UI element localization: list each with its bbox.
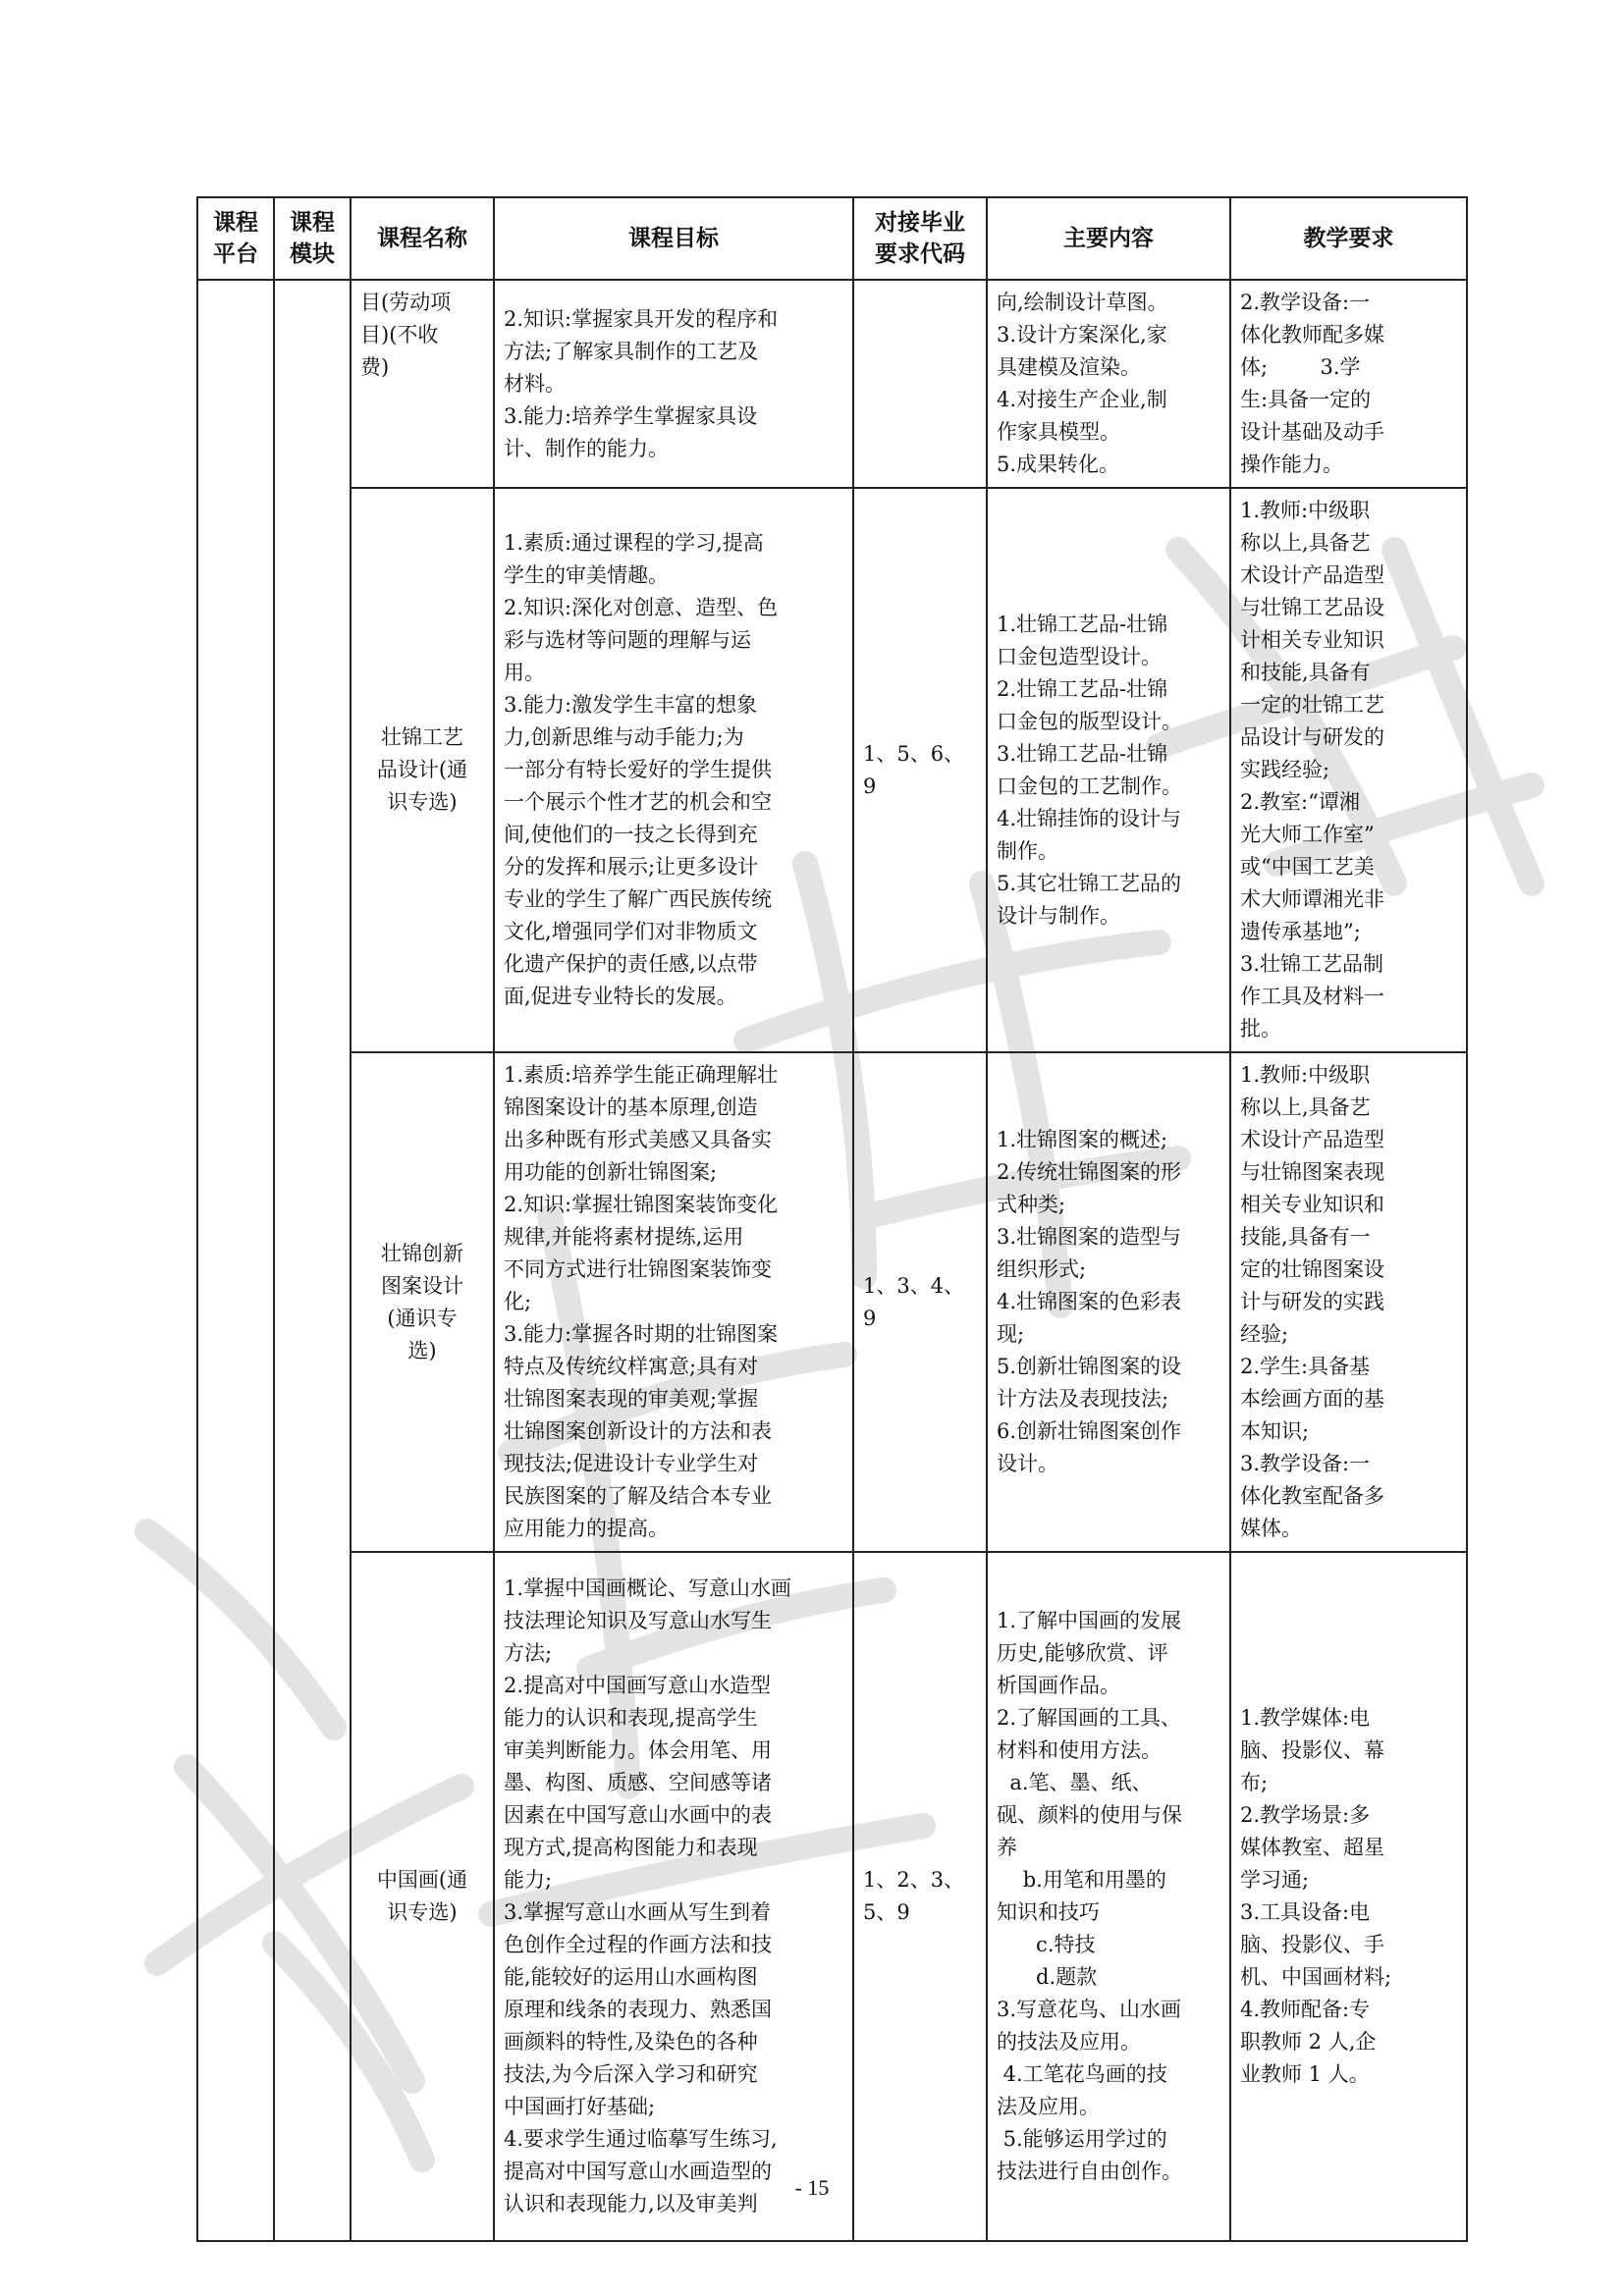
text-line: 6.创新壮锦图案创作 [997, 1419, 1182, 1443]
text-line: 2.传统壮锦图案的形 [997, 1160, 1182, 1184]
main-content [987, 1552, 1230, 2241]
text-line: 1.素质:通过课程的学习,提高 [504, 531, 764, 555]
text-line: 特点及传统纹样寓意;具有对 [504, 1355, 759, 1378]
course-name: 中国画(通 识专选) [351, 1552, 494, 2241]
text-line: 学生的审美情趣。 [504, 563, 669, 587]
text-line: 4.壮锦图案的色彩表 [997, 1290, 1182, 1313]
text-line: 2.教学设备:一 [1240, 291, 1371, 314]
table-row [197, 1052, 1467, 1552]
header-course-goals: 课程目标 [494, 197, 853, 280]
text-line: 布; [1240, 1771, 1269, 1794]
text-line: 中国画打好基础; [504, 2095, 656, 2118]
text-line: 2.知识:掌握壮锦图案装饰变化 [504, 1193, 779, 1216]
text-line: 脑、投影仪、幕 [1240, 1738, 1384, 1762]
header-main-content: 主要内容 [987, 197, 1230, 280]
text-line: 原理和线条的表现力、熟悉国 [504, 1998, 772, 2021]
text-line: 1.壮锦图案的概述; [997, 1128, 1168, 1151]
requirement-codes: 1、5、6、 9 [853, 488, 987, 1052]
requirement-codes [853, 280, 987, 488]
text-line: 本知识; [1240, 1419, 1310, 1443]
text-line: 业教师 1 人。 [1240, 2062, 1370, 2086]
table-row [197, 1552, 1467, 2241]
text-line: 能,能较好的运用山水画构图 [504, 1965, 758, 1989]
text-line: 计、制作的能力。 [504, 436, 669, 460]
text-line: 品设计与研发的 [1240, 725, 1384, 749]
text-line: 设计与制作。 [997, 903, 1120, 928]
course-goals [494, 1552, 853, 2241]
text-line: 机、中国画材料; [1240, 1965, 1392, 1989]
text-line: 1.教师:中级职 [1240, 1063, 1371, 1087]
text-line: 3.能力:培养学生掌握家具设 [504, 403, 758, 428]
text-line: 体化教师配多媒 [1240, 323, 1384, 347]
text-line: 设计基础及动手 [1240, 420, 1384, 444]
text-line: 规律,并能将素材提练,运用 [504, 1225, 744, 1249]
text-line: 方法;了解家具制作的工艺及 [504, 339, 759, 363]
text-line: 1.教学媒体:电 [1240, 1706, 1371, 1730]
text-line: 经验; [1240, 1322, 1289, 1346]
text-line: 向,绘制设计草图。 [997, 291, 1168, 314]
course-goals [494, 488, 853, 1052]
text-line: 力,创新思维与动手能力;为 [504, 725, 744, 749]
text-line: 的技法及应用。 [997, 2030, 1141, 2054]
text-line: 专业的学生了解广西民族传统 [504, 887, 772, 911]
teaching-requirements [1230, 1052, 1467, 1552]
text-line: 分的发挥和展示;让更多设计 [504, 855, 759, 879]
header-module: 课程 模块 [274, 197, 351, 280]
text-line: 因素在中国写意山水画中的表 [504, 1803, 772, 1827]
text-line: 和技能,具备有 [1240, 661, 1371, 684]
text-line: 2.壮锦工艺品-壮锦 [997, 676, 1168, 701]
text-line: 口金包的版型设计。 [997, 709, 1182, 733]
text-line: 画颜料的特性,及染色的各种 [504, 2030, 758, 2054]
text-line: 化; [504, 1290, 532, 1313]
teaching-requirements [1230, 1552, 1467, 2241]
text-line: 术设计产品造型 [1240, 563, 1384, 587]
text-line: 墨、构图、质感、空间感等诸 [504, 1771, 772, 1794]
text-line: 一定的壮锦工艺 [1240, 693, 1384, 717]
text-line: 2.教室:“谭湘 [1240, 790, 1360, 814]
text-line: 称以上,具备艺 [1240, 531, 1371, 555]
text-line: 提高对中国写意山水画造型的 [504, 2160, 772, 2183]
text-line: 2.知识:深化对创意、造型、色 [504, 596, 779, 619]
text-line: 现技法;促进设计专业学生对 [504, 1452, 759, 1475]
text-line: 学习通; [1240, 1868, 1310, 1892]
text-line: 具建模及渲染。 [997, 355, 1141, 379]
text-line: 技法理论知识及写意山水写生 [504, 1609, 772, 1632]
text-line: 1.掌握中国画概论、写意山水画 [504, 1576, 792, 1600]
course-name: 壮锦创新 图案设计 (通识专 选) [351, 1052, 494, 1552]
text-line: 4.壮锦挂饰的设计与 [997, 806, 1182, 830]
text-line: 职教师 2 人,企 [1240, 2030, 1377, 2054]
text-line: 能力的认识和表现,提高学生 [504, 1706, 758, 1730]
text-line: 化遗产保护的责任感,以点带 [504, 952, 758, 976]
text-line: 析国画作品。 [997, 1674, 1120, 1697]
text-line: 现方式,提高构图能力和表现 [504, 1836, 758, 1859]
text-line: 3.掌握写意山水画从写生到着 [504, 1900, 772, 1924]
text-line: 3.写意花鸟、山水画 [997, 1998, 1182, 2021]
text-line: 用功能的创新壮锦图案; [504, 1160, 718, 1184]
text-line: 5.其它壮锦工艺品的 [997, 871, 1182, 895]
text-line: 审美判断能力。体会用笔、用 [504, 1738, 772, 1762]
text-line: 定的壮锦图案设 [1240, 1257, 1384, 1281]
text-line: 壮锦图案创新设计的方法和表 [504, 1419, 772, 1443]
platform-cell [197, 280, 274, 2241]
text-line: 式种类; [997, 1193, 1066, 1216]
text-line: 脑、投影仪、手 [1240, 1933, 1384, 1956]
table-header-row [197, 197, 1467, 280]
teaching-requirements [1230, 280, 1467, 488]
requirement-codes: 1、2、3、 5、9 [853, 1552, 987, 2241]
text-line: 设计。 [997, 1452, 1058, 1475]
text-line: 应用能力的提高。 [504, 1517, 669, 1540]
curriculum-table [196, 196, 1468, 2242]
text-line: 作家具模型。 [997, 420, 1120, 444]
text-line: 本绘画方面的基 [1240, 1387, 1384, 1411]
text-line: 色创作全过程的作画方法和技 [504, 1933, 772, 1956]
text-line: b.用笔和用墨的 [997, 1868, 1166, 1892]
table-row [197, 280, 1467, 488]
text-line: 一个展示个性才艺的机会和空 [504, 790, 772, 814]
text-line: 5.创新壮锦图案的设 [997, 1355, 1182, 1378]
text-line: 历史,能够欣赏、评 [997, 1641, 1168, 1665]
text-line: 技能,具备有一 [1240, 1225, 1371, 1249]
text-line: 计与研发的实践 [1240, 1290, 1384, 1313]
text-line: 作工具及材料一 [1240, 985, 1384, 1008]
text-line: 现; [997, 1322, 1025, 1346]
text-line: 1.了解中国画的发展 [997, 1609, 1182, 1632]
text-line: 5.能够运用学过的 [997, 2127, 1167, 2151]
text-line: 媒体。 [1240, 1517, 1302, 1540]
text-line: 彩与选材等问题的理解与运 [504, 628, 751, 652]
text-line: 口金包造型设计。 [997, 644, 1162, 668]
text-line: 1.教师:中级职 [1240, 499, 1371, 522]
course-name: 壮锦工艺 品设计(通 识专选) [351, 488, 494, 1052]
text-line: 称以上,具备艺 [1240, 1095, 1371, 1119]
text-line: 相关专业知识和 [1240, 1193, 1384, 1216]
teaching-requirements [1230, 488, 1467, 1052]
text-line: 组织形式; [997, 1257, 1087, 1281]
text-line: 2.教学场景:多 [1240, 1803, 1371, 1827]
text-line: 4.教师配备:专 [1240, 1998, 1371, 2021]
text-line: 制作。 [997, 838, 1058, 863]
text-line: 术设计产品造型 [1240, 1128, 1384, 1151]
text-line: 2.了解国画的工具、 [997, 1706, 1182, 1730]
header-course-name: 课程名称 [351, 197, 494, 280]
text-line: 3.壮锦工艺品制 [1240, 952, 1384, 976]
text-line: 4.要求学生通过临摹写生练习, [504, 2127, 778, 2151]
text-line: c.特技 [997, 1933, 1096, 1956]
text-line: 壮锦图案表现的审美观;掌握 [504, 1387, 759, 1411]
header-platform: 课程 平台 [197, 197, 274, 280]
module-cell [274, 280, 351, 2241]
main-content [987, 280, 1230, 488]
course-goals [494, 280, 853, 488]
text-line: 与壮锦图案表现 [1240, 1160, 1384, 1184]
text-line: 或“中国工艺美 [1240, 855, 1375, 879]
text-line: 体; 3.学 [1240, 355, 1361, 379]
text-line: 2.提高对中国画写意山水造型 [504, 1674, 772, 1697]
text-line: 3.工具设备:电 [1240, 1900, 1371, 1924]
page-number: - 15 [794, 2175, 830, 2200]
text-line: 知识和技巧 [997, 1900, 1100, 1924]
table-row [197, 488, 1467, 1052]
text-line: 操作能力。 [1240, 453, 1343, 476]
course-name: 目(劳动项 目)(不收 费) [351, 280, 494, 488]
text-line: 养 [997, 1836, 1017, 1859]
text-line: 能力; [504, 1868, 553, 1892]
text-line: 锦图案设计的基本原理,创造 [504, 1095, 758, 1119]
text-line: 媒体教室、超星 [1240, 1836, 1384, 1859]
text-line: 4.工笔花鸟画的技 [997, 2062, 1167, 2086]
text-line: 3.壮锦图案的造型与 [997, 1225, 1182, 1249]
text-line: 与壮锦工艺品设 [1240, 596, 1384, 619]
text-line: 面,促进专业特长的发展。 [504, 985, 737, 1008]
text-line: d.题款 [997, 1965, 1098, 1989]
text-line: 方法; [504, 1641, 553, 1665]
text-line: 材料。 [504, 371, 566, 396]
text-line: 砚、颜料的使用与保 [997, 1803, 1182, 1827]
text-line: 计方法及表现技法; [997, 1387, 1169, 1411]
text-line: 2.知识:掌握家具开发的程序和 [504, 306, 779, 331]
text-line: 实践经验; [1240, 758, 1330, 781]
text-line: 用。 [504, 661, 545, 684]
text-line: 不同方式进行壮锦图案装饰变 [504, 1257, 772, 1281]
text-line: 3.壮锦工艺品-壮锦 [997, 741, 1168, 766]
text-line: 3.设计方案深化,家 [997, 323, 1167, 347]
text-line: 2.学生:具备基 [1240, 1355, 1371, 1378]
text-line: 术大师谭湘光非 [1240, 887, 1384, 911]
text-line: 光大师工作室” [1240, 823, 1375, 846]
text-line: a.笔、墨、纸、 [997, 1771, 1153, 1794]
text-line: 遗传承基地”; [1240, 920, 1361, 943]
text-line: 1.壮锦工艺品-壮锦 [997, 612, 1168, 636]
requirement-codes: 1、3、4、 9 [853, 1052, 987, 1552]
text-line: 3.能力:掌握各时期的壮锦图案 [504, 1322, 779, 1346]
text-line: 计相关专业知识 [1240, 628, 1384, 652]
header-requirement-codes: 对接毕业 要求代码 [853, 197, 987, 280]
text-line: 一部分有特长爱好的学生提供 [504, 758, 772, 781]
text-line: 文化,增强同学们对非物质文 [504, 920, 758, 943]
text-line: 3.能力:激发学生丰富的想象 [504, 693, 758, 717]
text-line: 技法进行自由创作。 [997, 2160, 1182, 2183]
text-line: 1.素质:培养学生能正确理解壮 [504, 1063, 779, 1087]
text-line: 口金包的工艺制作。 [997, 774, 1182, 798]
text-line: 出多种既有形式美感又具备实 [504, 1128, 772, 1151]
text-line: 技法,为今后深入学习和研究 [504, 2062, 758, 2086]
header-teaching-requirements: 教学要求 [1230, 197, 1467, 280]
text-line: 体化教室配备多 [1240, 1484, 1384, 1508]
course-goals [494, 1052, 853, 1552]
text-line: 认识和表现能力,以及审美判 [504, 2192, 758, 2216]
text-line: 民族图案的了解及结合本专业 [504, 1484, 772, 1508]
text-line: 间,使他们的一技之长得到充 [504, 823, 758, 846]
text-line: 4.对接生产企业,制 [997, 388, 1167, 411]
text-line: 生:具备一定的 [1240, 388, 1372, 411]
main-content [987, 488, 1230, 1052]
text-line: 法及应用。 [997, 2095, 1100, 2118]
text-line: 5.成果转化。 [997, 453, 1120, 476]
text-line: 批。 [1240, 1017, 1281, 1041]
main-content [987, 1052, 1230, 1552]
text-line: 3.教学设备:一 [1240, 1452, 1371, 1475]
text-line: 材料和使用方法。 [997, 1738, 1162, 1762]
